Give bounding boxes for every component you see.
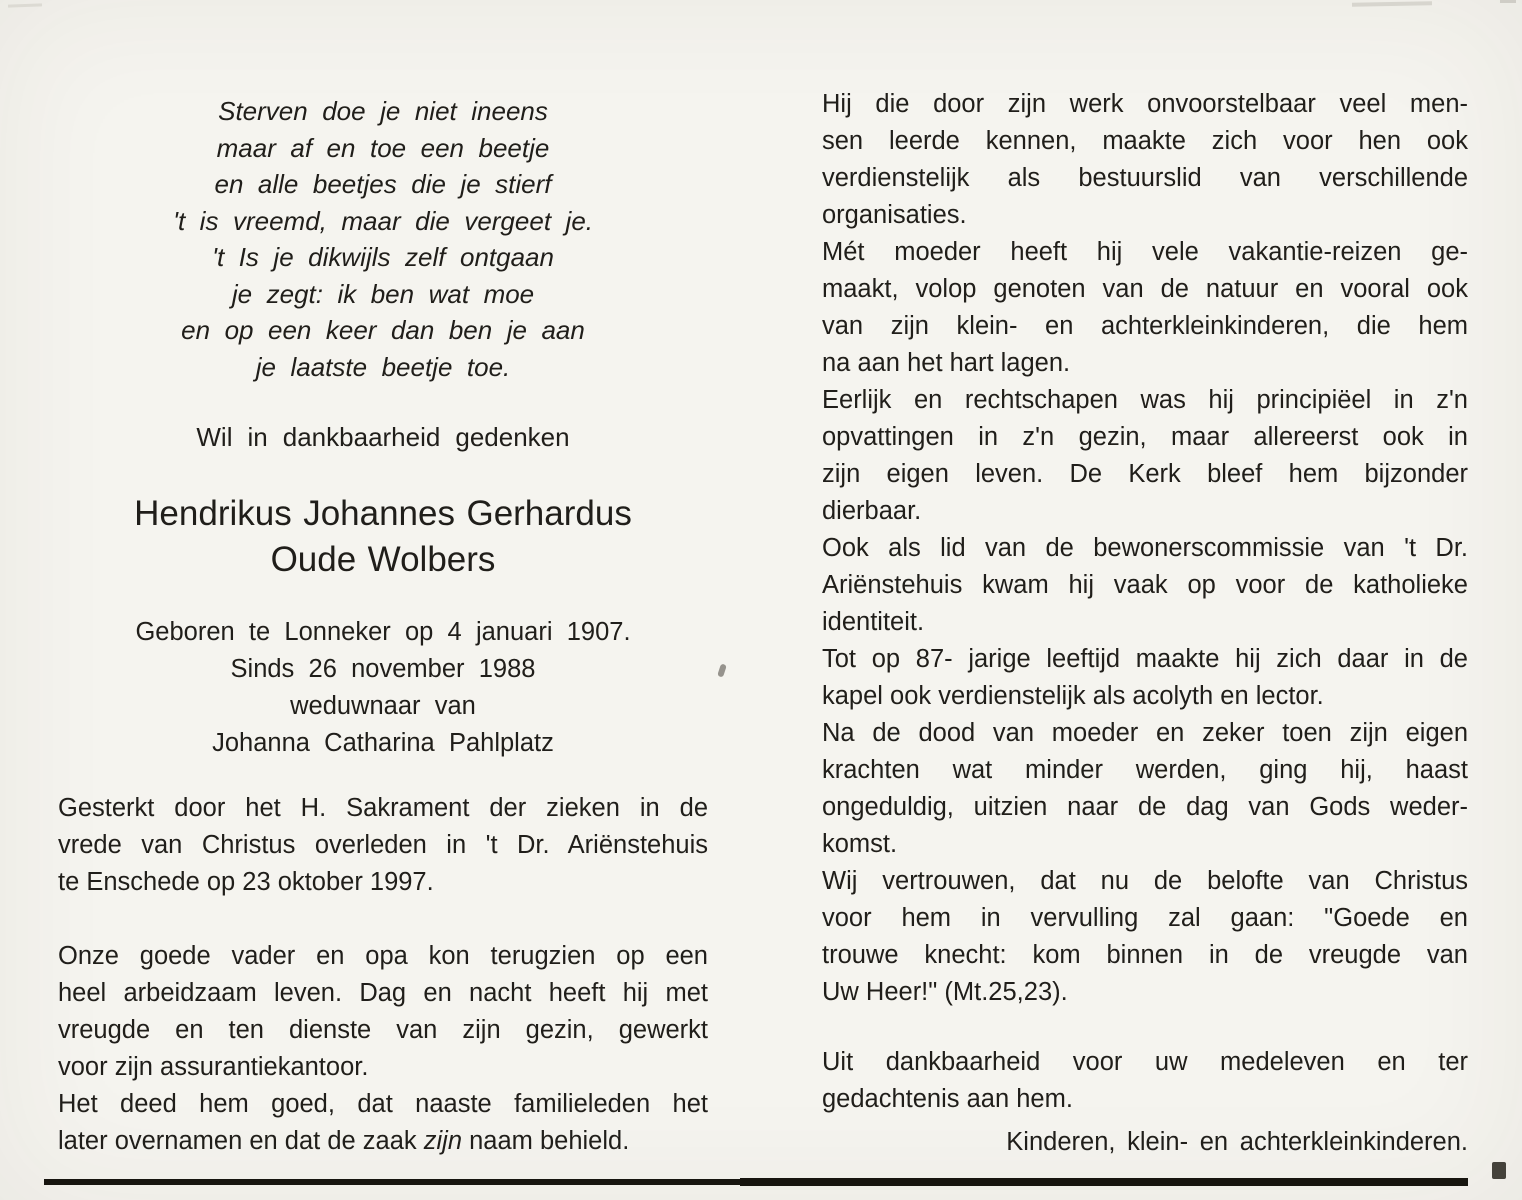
paragraph-residents-committee bbox=[822, 530, 1468, 641]
text-line: voor hem in vervulling zal gaan: "Goede en bbox=[822, 904, 1468, 932]
text-line: identiteit. bbox=[822, 608, 925, 636]
paragraph-family-business bbox=[58, 1086, 708, 1160]
text-line: Gesterkt door het H. Sakrament der zieken in de bbox=[58, 794, 708, 822]
text-line: Ariënstehuis kwam hij vaak op voor de katholieke bbox=[822, 571, 1468, 599]
text-line: van zijn klein- en achterkleinkinderen, die hem bbox=[822, 312, 1468, 340]
closing-thanks bbox=[822, 1044, 1468, 1118]
intro-line: Wil in dankbaarheid gedenken bbox=[196, 422, 570, 452]
text-line: maakt, volop genoten van de natuur en vooral ook bbox=[822, 275, 1468, 303]
text-line: Sterven doe je niet ineens bbox=[218, 96, 548, 126]
paragraph-promise-of-christ bbox=[822, 863, 1468, 1011]
paragraph-work-organisations bbox=[822, 86, 1468, 234]
scan-artifact-corner-right bbox=[1500, 0, 1516, 3]
text-line: Uit dankbaarheid voor uw medeleven en ter bbox=[822, 1048, 1468, 1076]
paragraph-acolyte-lector bbox=[822, 641, 1468, 715]
text-line: Het deed hem goed, dat naaste familieleden het bbox=[58, 1090, 708, 1118]
text-segment-italic: zijn bbox=[423, 1127, 462, 1155]
text-line: te Enschede op 23 oktober 1997. bbox=[58, 868, 434, 896]
text-line: na aan het hart lagen. bbox=[822, 349, 1071, 377]
text-line: maar af en toe een beetje bbox=[216, 132, 550, 163]
text-line: Mét moeder heeft hij vele vakantie-reizen ge- bbox=[822, 238, 1468, 266]
scan-artifact-top-right bbox=[1352, 1, 1432, 6]
text-line: Hij die door zijn werk onvoorstelbaar veel men- bbox=[822, 90, 1468, 118]
scan-speck-center-gutter bbox=[717, 663, 727, 677]
text-line: gedachtenis aan hem. bbox=[822, 1085, 1073, 1113]
text-line: Hendrikus Johannes Gerhardus bbox=[134, 494, 632, 533]
text-segment: naam behield. bbox=[462, 1127, 630, 1155]
text-line: vreugde en ten dienste van zijn gezin, gewerkt bbox=[58, 1016, 708, 1044]
text-line: 't Is je dikwijls zelf ontgaan bbox=[212, 242, 554, 272]
paragraph-awaiting-return bbox=[822, 715, 1468, 863]
text-segment: later overnamen en dat de zaak bbox=[58, 1127, 424, 1155]
deceased-name bbox=[58, 491, 708, 583]
text-line: trouwe knecht: kom binnen in de vreugde van bbox=[822, 941, 1468, 969]
text-line: zijn eigen leven. De Kerk bleef hem bijzonder bbox=[822, 460, 1468, 488]
text-line: komst. bbox=[822, 830, 898, 858]
text-line: opvattingen in z'n gezin, maar allereerst ook in bbox=[822, 423, 1468, 451]
text-line: Onze goede vader en opa kon terugzien op een bbox=[58, 942, 708, 970]
text-line: je laatste beetje toe. bbox=[255, 351, 511, 382]
birth-death-info bbox=[58, 614, 708, 762]
text-line bbox=[58, 1123, 708, 1160]
text-line: Geboren te Lonneker op 4 januari 1907. bbox=[135, 618, 631, 646]
text-line: kapel ook verdienstelijk als acolyth en lector. bbox=[822, 682, 1324, 710]
paragraph-honest-principled bbox=[822, 382, 1468, 530]
text-line: Johanna Catharina Pahlplatz bbox=[212, 729, 554, 757]
text-line: Na de dood van moeder en zeker toen zijn eigen bbox=[822, 719, 1468, 747]
text-line: Eerlijk en rechtschapen was hij principiëel in z'n bbox=[822, 386, 1468, 414]
text-line: heel arbeidzaam leven. Dag en nacht heeft hij met bbox=[58, 979, 708, 1007]
text-line: ongeduldig, uitzien naar de dag van Gods weder- bbox=[822, 793, 1468, 821]
text-line: verdienstelijk als bestuurslid van verschillende bbox=[822, 164, 1468, 192]
text-line: krachten wat minder werden, ging hij, haast bbox=[822, 756, 1468, 784]
text-line: weduwnaar van bbox=[290, 692, 476, 720]
text-line: Oude Wolbers bbox=[270, 540, 496, 579]
memorial-poem bbox=[58, 93, 708, 385]
text-line: Tot op 87- jarige leeftijd maakte hij zich daar in de bbox=[822, 645, 1468, 673]
text-line: Uw Heer!" (Mt.25,23). bbox=[822, 978, 1068, 1006]
text-line: Ook als lid van de bewonerscommissie van 't Dr. bbox=[822, 534, 1468, 562]
paragraph-working-life bbox=[58, 938, 708, 1086]
bottom-card-edge-rule-thick bbox=[740, 1178, 1468, 1186]
paragraph-vacations-family bbox=[822, 234, 1468, 382]
text-line: sen leerde kennen, maakte zich voor hen ook bbox=[822, 127, 1468, 155]
text-line: organisaties. bbox=[822, 201, 967, 229]
text-line: je zegt: ik ben wat moe bbox=[231, 278, 535, 309]
text-line: Sinds 26 november 1988 bbox=[230, 655, 536, 683]
signature-line: Kinderen, klein- en achterkleinkinderen. bbox=[1006, 1128, 1468, 1156]
text-line: dierbaar. bbox=[822, 497, 922, 525]
paragraph-sacrament bbox=[58, 790, 708, 901]
scan-artifact-top-left bbox=[8, 3, 42, 7]
scan-artifact-bottom-right bbox=[1492, 1162, 1506, 1179]
text-line: voor zijn assurantiekantoor. bbox=[58, 1053, 369, 1081]
text-line: Wij vertrouwen, dat nu de belofte van Christus bbox=[822, 867, 1468, 895]
text-line: en alle beetjes die je stierf bbox=[214, 169, 552, 199]
right-column-body bbox=[822, 86, 1468, 1011]
text-line: en op een keer dan ben je aan bbox=[181, 315, 585, 345]
text-line: 't is vreemd, maar die vergeet je. bbox=[172, 205, 594, 236]
text-line: vrede van Christus overleden in 't Dr. Ariënstehuis bbox=[58, 831, 708, 859]
